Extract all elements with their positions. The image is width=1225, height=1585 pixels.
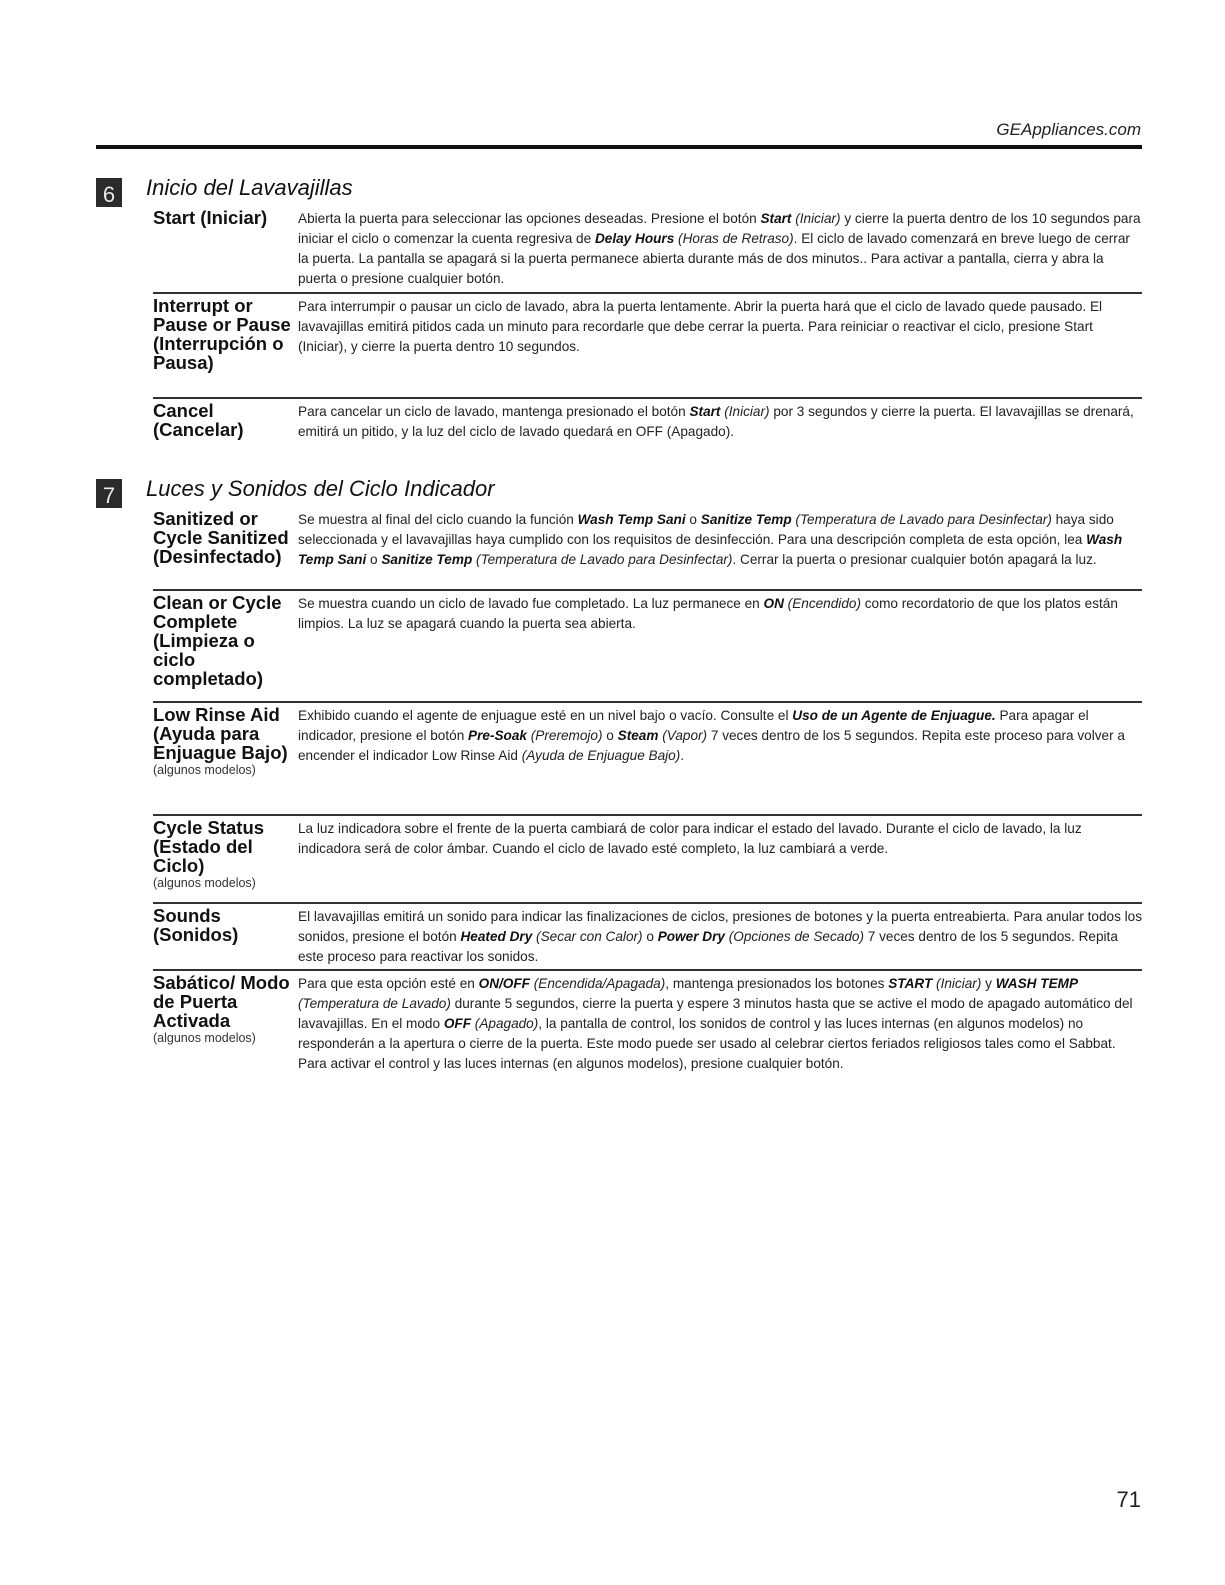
- text-run: como recordatorio de que los platos están limpios. La luz se apagará cuando la puerta sea abierta.: [298, 596, 1118, 631]
- translation-note: (Iniciar): [932, 976, 982, 991]
- section-title: Luces y Sonidos del Ciclo Indicador: [146, 476, 495, 501]
- emphasis-term: WASH TEMP: [995, 976, 1079, 991]
- row-term: Cancel (Cancelar): [153, 400, 244, 440]
- translation-note: (Temperatura de Lavado para Desinfectar): [472, 552, 733, 567]
- text-run: , la pantalla de control, los sonidos de control y las luces internas (en algunos modelos) no responderán a la apertura o cierre de la puerta. Este modo puede ser usado al celebrar ciertos feriados religiosos tales como el Sabbat. Para activar el control y las luces internas (en algunos modelos), presione cualquier botón.: [298, 1016, 1116, 1071]
- text-run: o: [366, 552, 382, 567]
- text-run: o: [602, 728, 618, 743]
- row-description: [298, 819, 1144, 859]
- table-row: [153, 904, 1142, 971]
- text-run: o: [685, 512, 701, 527]
- translation-note: (Iniciar): [720, 404, 770, 419]
- text-run: por 3 segundos y cierre la puerta. El lavavajillas se drenará, emitirá un pitido, y la luz del ciclo de lavado quedará en OFF (Apagado).: [298, 404, 1134, 439]
- text-run: El lavavajillas emitirá un sonido para indicar las finalizaciones de ciclos, presiones de botones y la puerta entreabierta. Para anular todos los sonidos, presione el botón: [298, 909, 1143, 944]
- row-term: [153, 705, 293, 778]
- row-description: [298, 594, 1144, 634]
- emphasis-term: Sanitize Temp: [700, 512, 792, 527]
- row-term-note: (algunos modelos): [153, 876, 256, 890]
- row-term: Sanitized or Cycle Sanitized (Desinfectado): [153, 508, 289, 567]
- translation-note: (Opciones de Secado): [724, 929, 864, 944]
- row-term-text: Cycle Status (Estado del Ciclo): [153, 817, 265, 876]
- text-run: Para cancelar un ciclo de lavado, mantenga presionado el botón: [298, 404, 690, 419]
- text-run: Se muestra cuando un ciclo de lavado fue completado. La luz permanece en: [298, 596, 764, 611]
- translation-note: (Horas de Retraso): [674, 231, 794, 246]
- emphasis-term: ON: [763, 596, 784, 611]
- emphasis-term: Sanitize Temp: [381, 552, 473, 567]
- translation-note: (Apagado): [471, 1016, 539, 1031]
- row-term-note: (algunos modelos): [153, 763, 256, 777]
- site-url[interactable]: GEAppliances.com: [996, 120, 1141, 139]
- emphasis-term: Start: [689, 404, 721, 419]
- translation-note: (Preremojo): [526, 728, 603, 743]
- table-row: [153, 703, 1142, 816]
- row-term: Interrupt or Pause or Pause (Interrupción o Pausa): [153, 295, 291, 373]
- row-description: [298, 297, 1144, 357]
- table-row: [153, 399, 1142, 455]
- section-rows: [153, 206, 1142, 455]
- text-run: Exhibido cuando el agente de enjuague esté en un nivel bajo o vacío. Consulte el: [298, 708, 793, 723]
- emphasis-term: OFF: [443, 1016, 472, 1031]
- translation-note: (Encendida/Apagada): [529, 976, 666, 991]
- text-run: . El ciclo de lavado comenzará en breve luego de cerrar la puerta. La pantalla se apagará si la puerta permanece abierta durante más de dos minutos.. Para activar a pantalla, cierra y abra la puerta o presione cualquier botón.: [298, 231, 1130, 286]
- table-row: [153, 294, 1142, 399]
- translation-note: (Ayuda de Enjuague Bajo): [521, 748, 681, 763]
- emphasis-term: Uso de un Agente de Enjuague.: [792, 708, 996, 723]
- text-run: . Cerrar la puerta o presionar cualquier botón apagará la luz.: [732, 552, 1097, 567]
- text-run: durante 5 segundos, cierre la puerta y espere 3 minutos hasta que se active el modo de apagado automático del lavavajillas. En el modo: [298, 996, 1133, 1031]
- row-term-text: Sabático/ Modo de Puerta Activada: [153, 972, 290, 1031]
- row-description: [298, 907, 1144, 967]
- emphasis-term: Start: [760, 211, 792, 226]
- row-term: Sounds (Sonidos): [153, 905, 239, 945]
- section-rows: [153, 507, 1142, 1101]
- table-row: [153, 206, 1142, 294]
- text-run: Para apagar el indicador, presione el botón: [298, 708, 1089, 743]
- emphasis-term: Pre-Soak: [468, 728, 527, 743]
- table-row: [153, 971, 1142, 1101]
- text-run: , mantenga presionados los botones: [665, 976, 889, 991]
- text-run: y: [981, 976, 996, 991]
- text-run: La luz indicadora sobre el frente de la puerta cambiará de color para indicar el estado del lavado. Durante el ciclo de lavado, la luz indicadora será de color ámbar. Cuando el ciclo de lavado esté completo, la luz cambiará a verde.: [298, 821, 1082, 856]
- text-run: o: [642, 929, 658, 944]
- row-description: [298, 402, 1144, 442]
- section-number-badge: 6: [96, 178, 122, 207]
- row-term: [153, 973, 293, 1046]
- text-run: 7 veces dentro de los 5 segundos. Repita este proceso para reactivar los sonidos.: [298, 929, 1118, 964]
- text-run: haya sido seleccionada y el lavavajillas haya cumplido con los requisitos de desinfección. Para una descripción completa de esta opción, lea: [298, 512, 1114, 547]
- translation-note: (Iniciar): [791, 211, 841, 226]
- section-title: Inicio del Lavavajillas: [146, 175, 353, 200]
- emphasis-term: START: [888, 976, 933, 991]
- text-run: Abierta la puerta para seleccionar las opciones deseadas. Presione el botón: [298, 211, 761, 226]
- table-row: [153, 507, 1142, 591]
- row-description: [298, 974, 1144, 1074]
- row-term: Clean or Cycle Complete (Limpieza o ciclo completado): [153, 592, 282, 689]
- header-rule: [96, 145, 1142, 149]
- translation-note: (Temperatura de Lavado para Desinfectar): [791, 512, 1052, 527]
- table-row: [153, 591, 1142, 703]
- row-term-text: Low Rinse Aid (Ayuda para Enjuague Bajo): [153, 704, 288, 763]
- row-term: Start (Iniciar): [153, 207, 268, 228]
- translation-note: (Vapor): [658, 728, 708, 743]
- emphasis-term: Heated Dry: [460, 929, 533, 944]
- text-run: y cierre la puerta dentro de los 10 segundos para iniciar el ciclo o comenzar la cuenta regresiva de: [298, 211, 1141, 246]
- text-run: 7 veces dentro de los 5 segundos. Repita este proceso para volver a encender el indicador Low Rinse Aid: [298, 728, 1125, 763]
- row-term: [153, 818, 293, 891]
- text-run: Se muestra al final del ciclo cuando la función: [298, 512, 578, 527]
- text-run: Para que esta opción esté en: [298, 976, 479, 991]
- emphasis-term: Steam: [617, 728, 659, 743]
- row-description: [298, 510, 1144, 570]
- text-run: Para interrumpir o pausar un ciclo de lavado, abra la puerta lentamente. Abrir la puerta hará que el ciclo de lavado quede pausado. El lavavajillas emitirá pitidos cada un minuto para recordarle que debe cerrar la puerta. Para reiniciar o reactivar el ciclo, presione Start (Iniciar), y cierre la puerta dentro 10 segundos.: [298, 299, 1103, 354]
- section-number-badge: 7: [96, 479, 122, 508]
- page-number: 71: [1116, 1487, 1141, 1512]
- text-run: .: [680, 748, 685, 763]
- row-description: [298, 706, 1144, 766]
- emphasis-term: Wash Temp Sani: [298, 532, 1123, 567]
- emphasis-term: ON/OFF: [478, 976, 530, 991]
- translation-note: (Secar con Calor): [532, 929, 643, 944]
- row-term-note: (algunos modelos): [153, 1031, 256, 1045]
- translation-note: (Encendido): [783, 596, 861, 611]
- emphasis-term: Power Dry: [657, 929, 725, 944]
- emphasis-term: Delay Hours: [594, 231, 675, 246]
- translation-note: (Temperatura de Lavado): [298, 996, 451, 1011]
- row-description: [298, 209, 1144, 289]
- table-row: [153, 816, 1142, 904]
- emphasis-term: Wash Temp Sani: [577, 512, 686, 527]
